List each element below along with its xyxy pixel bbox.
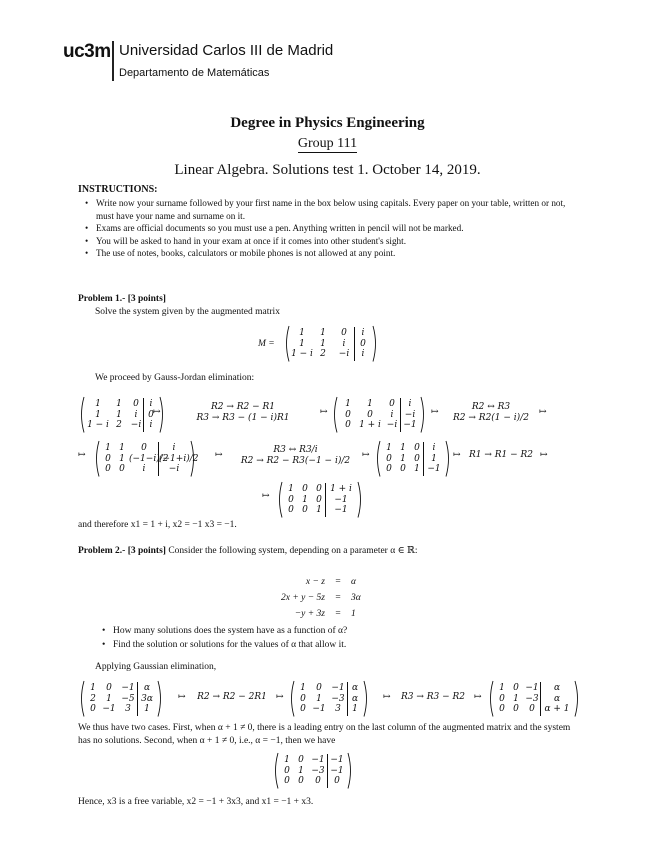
right-paren xyxy=(362,680,370,718)
augmented-bar xyxy=(158,442,159,476)
matrix-entry: 0 xyxy=(90,704,96,714)
row-ops-3 xyxy=(228,445,363,467)
matrix-entry: 1 xyxy=(400,453,406,464)
matrix-entry: (−1+i)/2 xyxy=(159,453,199,464)
problem2-heading: Problem 2.- [3 points] xyxy=(78,546,166,556)
matrix-entry: 1 xyxy=(116,409,122,420)
matrix-entry: 2 xyxy=(116,420,122,430)
matrix-entry: 0 xyxy=(141,443,147,453)
matrix-entry: 1 xyxy=(320,338,326,349)
left-paren xyxy=(283,325,291,363)
matrix-entry: 0 xyxy=(298,776,304,786)
maps-to-arrow: ↦ xyxy=(78,450,86,460)
left-paren xyxy=(78,396,86,434)
matrix-entry: 0 xyxy=(316,484,322,494)
matrix-m-label: M = xyxy=(258,339,275,349)
matrix-entry: −3 xyxy=(311,765,325,776)
matrix-entry: −i xyxy=(130,420,142,430)
augmented-bar xyxy=(325,483,326,517)
matrix-entry: 0 xyxy=(499,693,505,704)
matrix-entry: 1 xyxy=(284,755,290,765)
matrix-entry: 0 xyxy=(513,704,519,714)
matrix-entry: −1 xyxy=(331,683,345,693)
matrix-row xyxy=(291,349,371,360)
matrix-entry: −5 xyxy=(121,693,135,704)
maps-to-arrow: ↦ xyxy=(362,450,370,460)
degree-title: Degree in Physics Engineering xyxy=(230,115,425,131)
matrix-row xyxy=(296,704,362,715)
problem1-heading: Problem 1.- [3 points] xyxy=(78,294,166,304)
matrix-entry: 1 xyxy=(288,484,294,494)
right-paren xyxy=(156,680,164,718)
matrix-row xyxy=(101,443,189,454)
matrix-entry: i xyxy=(390,409,394,420)
instruction-item: • You will be asked to hand in your exam at once if it comes into other student's sight. xyxy=(78,235,583,248)
matrix-entry: 0 xyxy=(302,505,308,515)
matrix-a3 xyxy=(93,440,197,478)
op-scale: R2 → R2(1 − i)/2 xyxy=(453,413,529,423)
matrix-entry: −1 xyxy=(427,464,441,474)
matrix-entry: 0 xyxy=(148,409,154,420)
matrix-entry: 0 xyxy=(105,453,111,464)
matrix-row xyxy=(280,766,346,777)
maps-to-arrow: ↦ xyxy=(262,491,270,501)
problem2-header-line xyxy=(78,545,418,557)
matrix-entry: 1 xyxy=(513,693,519,704)
system-row: −y + 3z = 1 xyxy=(294,609,356,619)
matrix-entries xyxy=(280,755,346,787)
matrix-entry: α xyxy=(143,683,151,693)
matrix-entry: 1 − i xyxy=(87,420,109,430)
system-row: x − z = α xyxy=(305,577,356,587)
matrix-entry: α xyxy=(553,693,561,704)
matrix-entry: 1 xyxy=(400,443,406,453)
logo-divider xyxy=(112,41,114,81)
test-subtitle: Linear Algebra. Solutions test 1. October 14, 2019. xyxy=(174,162,481,178)
matrix-a5 xyxy=(276,481,364,519)
matrix-entry: −1 xyxy=(525,683,539,693)
matrix-entry: 0 xyxy=(389,399,395,409)
matrix-a2 xyxy=(331,396,427,434)
group-title xyxy=(0,136,655,152)
matrix-entry: 0 xyxy=(513,683,519,693)
matrix-row xyxy=(101,453,199,465)
matrix-a4 xyxy=(374,440,452,478)
matrix-entry: 1 xyxy=(144,704,150,714)
matrix-b1 xyxy=(78,680,164,718)
matrix-entry: 3α xyxy=(141,693,153,704)
maps-to-arrow: ↦ xyxy=(539,407,547,417)
matrix-entry: 0 xyxy=(106,683,112,693)
matrix-entry: 1 xyxy=(95,409,101,420)
matrix-entries xyxy=(382,443,444,475)
matrix-entry: 1 xyxy=(105,443,111,453)
matrix-row xyxy=(86,704,156,715)
problem1-statement: Solve the system given by the augmented matrix xyxy=(95,307,280,317)
matrix-entry: i xyxy=(172,443,176,453)
left-paren xyxy=(276,481,284,519)
matrix-entry: 1 xyxy=(352,704,358,714)
matrix-entry: 0 xyxy=(400,464,406,474)
matrix-entry: 1 xyxy=(299,328,305,338)
problem1-method: We proceed by Gauss-Jordan elimination: xyxy=(95,373,255,383)
matrix-entry: 0 xyxy=(414,453,420,464)
instructions-list xyxy=(78,197,583,260)
op-r2-minus-r3: R2 → R2 − R3(−1 − i)/2 xyxy=(240,456,351,466)
augmented-bar xyxy=(400,398,401,432)
matrix-entry: i xyxy=(361,328,365,338)
matrix-row xyxy=(296,694,362,705)
matrix-entry: α xyxy=(553,683,561,693)
department-name: Departamento de Matemáticas xyxy=(119,67,270,79)
matrix-entries xyxy=(291,328,371,360)
maps-to-arrow: ↦ xyxy=(320,407,328,417)
problem2-cases: We thus have two cases. First, when α + 1 ≠ 0, there is a leading entry on the last column of the augmented matrix and the system has no solutions. Second, when α + 1 ≠ 0, i.e., α = −1, then we have xyxy=(78,723,571,746)
instructions-heading: INSTRUCTIONS: xyxy=(78,184,158,195)
matrix-entry: 0 xyxy=(386,453,392,464)
augmented-bar xyxy=(327,754,328,788)
matrix-row xyxy=(284,505,356,516)
right-paren xyxy=(346,752,354,790)
matrix-entry: 0 xyxy=(284,776,290,786)
matrix-entry: 0 xyxy=(284,765,290,776)
matrix-b4 xyxy=(272,752,354,790)
matrix-entry: 0 xyxy=(298,755,304,765)
problem2-statement: Consider the following system, depending on a parameter α ∈ ℝ: xyxy=(168,546,418,556)
matrix-entry: 1 xyxy=(316,505,322,515)
matrix-entry: i xyxy=(149,420,153,430)
matrix-entry: 0 xyxy=(414,443,420,453)
matrix-entry: 1 xyxy=(320,328,326,338)
matrix-row xyxy=(284,495,356,506)
matrix-row xyxy=(284,484,356,495)
matrix-entry: 1 xyxy=(90,683,96,693)
problem2-method: Applying Gaussian elimination, xyxy=(95,662,217,672)
matrix-m xyxy=(283,325,379,363)
right-paren xyxy=(444,440,452,478)
matrix-entry: 0 xyxy=(367,409,373,420)
instruction-item: • Exams are official documents so you must use a pen. Anything written in pencil will not be marked. xyxy=(78,222,583,235)
matrix-row xyxy=(382,443,444,454)
op-r3-minus-r1: R3 → R3 − (1 − i)R1 xyxy=(196,413,290,423)
matrix-entry: 1 − i xyxy=(291,349,313,359)
matrix-entry: (−1−i)/2 xyxy=(129,453,169,464)
matrix-entry: −1 xyxy=(334,494,348,505)
left-paren xyxy=(331,396,339,434)
matrix-entry: 1 xyxy=(431,453,437,464)
question-item: • Find the solution or solutions for the values of α that allow it. xyxy=(95,638,575,652)
system-row: 2x + y − 5z = 3α xyxy=(281,593,361,603)
matrix-entry: i xyxy=(142,464,146,474)
matrix-entry: −1 xyxy=(403,420,417,430)
matrix-row xyxy=(495,683,573,694)
left-paren xyxy=(374,440,382,478)
matrix-row xyxy=(339,399,419,410)
matrix-entry: −1 xyxy=(121,683,135,693)
matrix-entry: 1 xyxy=(414,464,420,474)
matrix-entry: 3 xyxy=(335,704,341,714)
matrix-row xyxy=(86,410,158,421)
matrix-entry: −1 xyxy=(330,765,344,776)
university-name: Universidad Carlos III de Madrid xyxy=(119,42,334,59)
matrix-entry: −1 xyxy=(102,704,116,714)
matrix-entry: −3 xyxy=(525,693,539,704)
problem2-questions xyxy=(95,624,575,652)
row-ops-4: R1 → R1 − R2 xyxy=(468,450,534,460)
matrix-entries xyxy=(101,443,199,475)
maps-to-arrow: ↦ xyxy=(276,692,284,702)
right-paren xyxy=(371,325,379,363)
matrix-entry: 0 xyxy=(119,464,125,474)
matrix-row xyxy=(382,454,444,465)
matrix-row xyxy=(86,683,156,694)
matrix-entry: 1 xyxy=(119,453,125,464)
op-swap: R2 ↔ R3 xyxy=(471,402,511,412)
maps-to-arrow: ↦ xyxy=(178,692,186,702)
matrix-entry: 1 xyxy=(367,399,373,409)
matrix-entry: 0 xyxy=(315,776,321,786)
matrix-entry: 0 xyxy=(334,776,340,786)
problem1-conclusion: and therefore x1 = 1 + i, x2 = −1 x3 = −1. xyxy=(78,520,237,530)
matrix-entry: i xyxy=(149,399,153,409)
matrix-entries xyxy=(339,399,419,431)
matrix-entry: 1 xyxy=(316,693,322,704)
matrix-row xyxy=(382,464,444,475)
matrix-entry: 0 xyxy=(300,693,306,704)
left-paren xyxy=(272,752,280,790)
augmented-bar xyxy=(143,398,144,432)
matrix-entry: 0 xyxy=(302,484,308,494)
instruction-item: • Write now your surname followed by your first name in the box below using capitals. Every paper on your table, written or not, must have your name and surname on it. xyxy=(78,197,583,222)
matrix-entry: 1 xyxy=(116,399,122,409)
matrix-b2 xyxy=(288,680,370,718)
maps-to-arrow: ↦ xyxy=(474,692,482,702)
matrix-entries xyxy=(495,683,573,715)
maps-to-arrow: ↦ xyxy=(215,450,223,460)
left-paren xyxy=(78,680,86,718)
matrix-entries xyxy=(86,683,156,715)
left-paren xyxy=(93,440,101,478)
matrix-row xyxy=(86,420,158,431)
matrix-entry: −1 xyxy=(334,505,348,515)
matrix-row xyxy=(495,704,573,715)
matrix-entries xyxy=(296,683,362,715)
matrix-entry: α xyxy=(351,693,359,704)
matrix-entry: 0 xyxy=(529,704,535,714)
linear-system xyxy=(262,574,402,622)
matrix-entry: 1 xyxy=(499,683,505,693)
matrix-entry: −3 xyxy=(331,693,345,704)
matrix-b3 xyxy=(487,680,581,718)
matrix-row xyxy=(296,683,362,694)
right-paren xyxy=(573,680,581,718)
matrix-entry: 0 xyxy=(360,338,366,349)
matrix-entry: 1 xyxy=(298,765,304,776)
matrix-entry: i xyxy=(342,338,346,349)
matrix-entry: 0 xyxy=(499,704,505,714)
matrix-entry: 1 xyxy=(95,399,101,409)
augmented-bar xyxy=(347,682,348,716)
maps-to-arrow: ↦ xyxy=(453,450,461,460)
matrix-entry: −1 xyxy=(312,704,326,714)
matrix-entry: 1 xyxy=(345,399,351,409)
matrix-row xyxy=(86,694,156,705)
augmented-bar xyxy=(540,682,541,716)
matrix-row xyxy=(339,410,419,421)
matrix-entry: 1 + i xyxy=(359,420,381,430)
matrix-row xyxy=(495,694,573,705)
matrix-entry: 3 xyxy=(125,704,131,714)
instruction-item: • The use of notes, books, calculators or mobile phones is not allowed at any point. xyxy=(78,247,583,260)
right-paren xyxy=(356,481,364,519)
matrix-entry: 1 xyxy=(300,683,306,693)
problem2-final: Hence, x3 is a free variable, x2 = −1 + 3x3, and x1 = −1 + x3. xyxy=(78,797,314,807)
matrix-entry: α + 1 xyxy=(544,704,570,714)
op-r2-minus-r1: R2 → R2 − R1 xyxy=(210,402,276,412)
maps-to-arrow: ↦ xyxy=(153,407,161,417)
matrix-entry: i xyxy=(432,443,436,453)
matrix-entry: −1 xyxy=(330,755,344,765)
matrix-entry: 0 xyxy=(341,328,347,338)
matrix-entry: 1 xyxy=(119,443,125,453)
matrix-entry: −1 xyxy=(311,755,325,765)
matrix-entry: 0 xyxy=(316,683,322,693)
matrix-entry: 0 xyxy=(386,464,392,474)
matrix-entry: 1 xyxy=(106,693,112,704)
matrix-entry: −i xyxy=(404,409,416,420)
maps-to-arrow: ↦ xyxy=(540,450,548,460)
matrix-entry: 1 xyxy=(299,338,305,349)
matrix-entry: 2 xyxy=(320,349,326,359)
right-paren xyxy=(419,396,427,434)
matrix-entry: −i xyxy=(386,420,398,430)
matrix-entry: 1 + i xyxy=(330,484,352,494)
matrix-entry: i xyxy=(134,409,138,420)
matrix-row xyxy=(291,328,371,339)
matrix-entry: i xyxy=(408,399,412,409)
augmented-bar xyxy=(137,682,138,716)
matrix-entry: 0 xyxy=(133,399,139,409)
group-label: Group 111 xyxy=(297,136,358,151)
matrix-row xyxy=(280,776,346,787)
left-paren xyxy=(288,680,296,718)
op-scale-r3: R3 ↔ R3/i xyxy=(273,445,318,455)
matrix-entry: −i xyxy=(168,464,180,474)
matrix-entry: 1 xyxy=(386,443,392,453)
matrix-row xyxy=(339,420,419,431)
matrix-entry: 0 xyxy=(105,464,111,474)
augmented-bar xyxy=(423,442,424,476)
question-item: • How many solutions does the system have as a function of α? xyxy=(95,624,575,638)
matrix-entry: 0 xyxy=(345,409,351,420)
matrix-entries xyxy=(86,399,158,431)
matrix-entry: α xyxy=(351,683,359,693)
matrix-entry: −i xyxy=(338,349,350,359)
matrix-entry: 0 xyxy=(345,420,351,430)
matrix-entry: 2 xyxy=(90,693,96,704)
augmented-bar xyxy=(354,327,355,361)
row-op-b1: R2 → R2 − 2R1 xyxy=(197,692,267,702)
matrix-entries xyxy=(284,484,356,516)
matrix-row xyxy=(101,464,189,475)
matrix-entry: 0 xyxy=(288,494,294,505)
matrix-row xyxy=(280,755,346,766)
maps-to-arrow: ↦ xyxy=(383,692,391,702)
row-ops-1 xyxy=(168,402,318,424)
matrix-entry: 1 xyxy=(302,494,308,505)
left-paren xyxy=(487,680,495,718)
maps-to-arrow: ↦ xyxy=(431,407,439,417)
matrix-row xyxy=(291,339,371,350)
row-op-b2: R3 → R3 − R2 xyxy=(400,692,466,702)
matrix-entry: i xyxy=(361,349,365,359)
matrix-row xyxy=(86,399,158,410)
uc3m-logo: uc3m xyxy=(63,41,111,62)
matrix-entry: 0 xyxy=(316,494,322,505)
matrix-entry: 0 xyxy=(288,505,294,515)
matrix-entry: 0 xyxy=(300,704,306,714)
row-ops-2 xyxy=(446,402,536,424)
